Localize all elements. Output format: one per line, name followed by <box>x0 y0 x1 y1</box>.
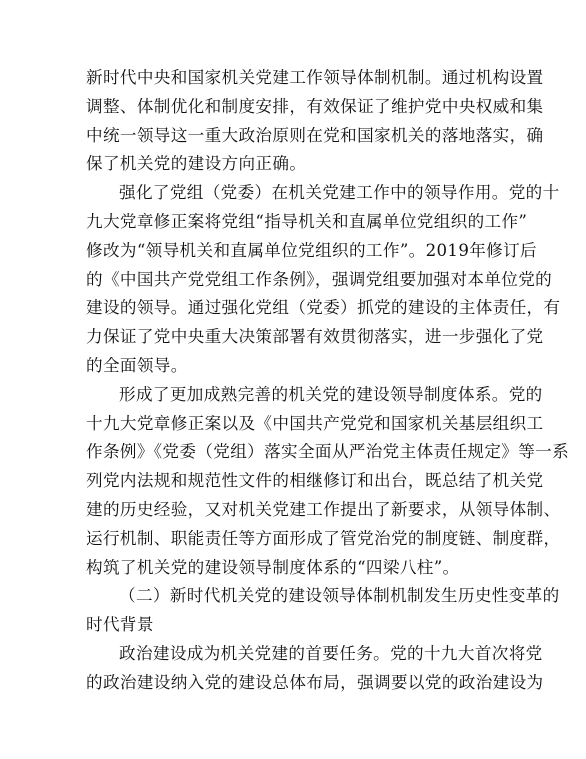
text-line: 形成了更加成熟完善的机关党的建设领导制度体系。党的 <box>119 384 543 404</box>
text-line: 的政治建设纳入党的建设总体布局，强调要以党的政治建设为 <box>86 672 544 692</box>
text-line: 九大党章修正案将党组“指导机关和直属单位党组织的工作” <box>86 211 528 231</box>
text-line: 运行机制、职能责任等方面形成了管党治党的制度链、制度群， <box>86 528 561 548</box>
text-line: 力保证了党中央重大决策部署有效贯彻落实，进一步强化了党 <box>86 327 544 347</box>
heading-line: （二）新时代机关党的建设领导体制机制发生历史性变革的 <box>119 586 560 606</box>
text-line: 中统一领导这一重大政治原则在党和国家机关的落地落实，确 <box>86 125 544 145</box>
text-line: 列党内法规和规范性文件的相继修订和出台，既总结了机关党 <box>86 471 544 491</box>
text-line: 作条例》《党委（党组）落实全面从严治党主体责任规定》等一系 <box>86 442 570 462</box>
text-line: 调整、体制优化和制度安排，有效保证了维护党中央权威和集 <box>86 96 544 116</box>
text-line: 强化了党组（党委）在机关党建工作中的领导作用。党的十 <box>119 183 560 203</box>
text-line: 新时代中央和国家机关党建工作领导体制机制。通过机构设置 <box>86 68 544 87</box>
text-line: 建设的领导。通过强化党组（党委）抓党的建设的主体责任，有 <box>86 298 561 318</box>
body-text <box>86 64 570 698</box>
text-line: 政治建设成为机关党建的首要任务。党的十九大首次将党 <box>119 643 543 663</box>
paragraph-3 <box>86 381 570 583</box>
text-line: 的《中国共产党党组工作条例》，强调党组要加强对本单位党的 <box>86 269 553 289</box>
text-line: 的全面领导。 <box>86 355 188 375</box>
text-line: 十九大党章修正案以及《中国共产党党和国家机关基层组织工 <box>86 413 544 433</box>
paragraph-2 <box>86 179 561 381</box>
heading-line: 时代背景 <box>86 615 154 635</box>
text-line: 保了机关党的建设方向正确。 <box>86 154 307 174</box>
paragraph-1 <box>86 64 544 179</box>
text-line: 建的历史经验，又对机关党建工作提出了新要求，从领导体制、 <box>86 499 561 519</box>
section-heading <box>86 582 560 640</box>
paragraph-4 <box>86 640 544 698</box>
text-line: 修改为“领导机关和直属单位党组织的工作”。2019年修订后 <box>86 240 538 260</box>
text-line: 构筑了机关党的建设领导制度体系的“四梁八柱”。 <box>86 557 460 577</box>
